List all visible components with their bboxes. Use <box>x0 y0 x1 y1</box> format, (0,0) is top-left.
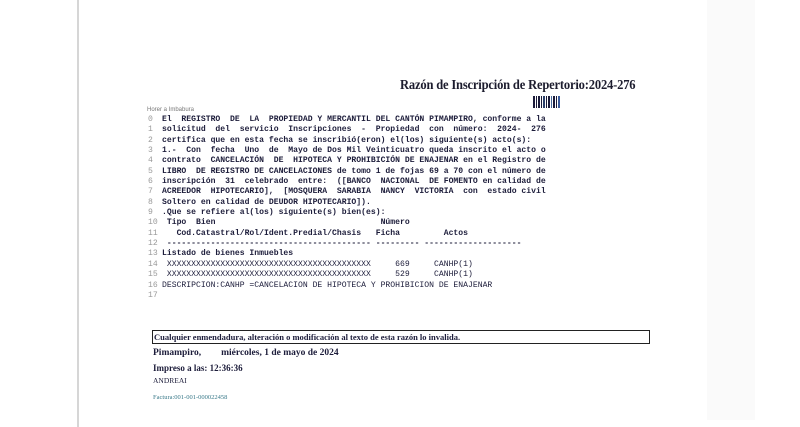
line-number: 14 <box>148 259 158 269</box>
line-number: 8 <box>148 197 153 207</box>
invoice-number: Factura:001-001-000022458 <box>153 394 228 401</box>
line-number: 3 <box>148 146 153 156</box>
invalidation-notice: Cualquier enmendadura, alteración o modificación al texto de esta razón lo invalida. <box>152 330 650 344</box>
line-number: 1 <box>148 125 153 135</box>
line-number: 11 <box>148 228 158 238</box>
line-number: 0 <box>148 115 153 124</box>
line-text: 1.- Con fecha Uno de Mayo de Dos Mil Veinticuatro queda inscrito el acto o <box>162 146 546 156</box>
line-text: El REGISTRO DE LA PROPIEDAD Y MERCANTIL DEL CANTÓN PIMAMPIRO, conforme a la <box>162 115 546 124</box>
text-line <box>148 208 546 218</box>
place: Pimampiro, <box>153 348 202 358</box>
line-text: Tipo Bien Número <box>162 218 410 228</box>
line-number: 4 <box>148 156 153 166</box>
barcode-icon <box>533 96 560 108</box>
line-number: 12 <box>148 239 158 249</box>
document-title: Razón de Inscripción de Repertorio:2024-276 <box>400 77 636 92</box>
user-name: ANDREAI <box>153 376 187 385</box>
text-line <box>148 249 546 259</box>
place-date-line <box>153 348 339 358</box>
text-line <box>148 270 546 280</box>
text-line <box>148 136 546 146</box>
text-line <box>148 146 546 156</box>
text-line <box>148 177 546 187</box>
text-line <box>148 218 546 228</box>
line-text: solicitud del servicio Inscripciones - Propiedad con número: 2024- 276 <box>162 125 546 135</box>
text-line <box>148 187 546 197</box>
line-text: Listado de bienes Inmuebles <box>162 249 294 259</box>
inscription-text-block <box>148 115 546 301</box>
line-text: Cod.Catastral/Rol/Ident.Predial/Chasis Ficha Actos <box>162 228 468 238</box>
text-line <box>148 229 546 239</box>
line-number: 6 <box>148 177 153 187</box>
line-number: 5 <box>148 166 153 176</box>
line-number: 16 <box>148 280 158 290</box>
page-right-margin <box>707 0 755 420</box>
line-number: 9 <box>148 208 153 218</box>
text-line <box>148 260 546 270</box>
text-line <box>148 115 546 125</box>
text-line <box>148 239 546 249</box>
text-line <box>148 167 546 177</box>
line-text: ACREEDOR HIPOTECARIO], [MOSQUERA SARABIA NANCY VICTORIA con estado civil <box>162 187 546 197</box>
line-text: XXXXXXXXXXXXXXXXXXXXXXXXXXXXXXXXXXXXXXXXXX 529 CANHP(1) <box>162 270 473 280</box>
source-label: Horer a Imbabura <box>147 107 195 113</box>
line-text: Soltero en calidad de DEUDOR HIPOTECARIO]). <box>162 197 371 207</box>
line-text: certifica que en esta fecha se inscribió(eron) el(los) siguiente(s) acto(s): <box>162 135 532 145</box>
text-line <box>148 156 546 166</box>
line-number: 17 <box>148 290 158 300</box>
text-line <box>148 281 546 291</box>
line-number: 7 <box>148 187 153 197</box>
line-number: 2 <box>148 135 153 145</box>
line-text: LIBRO DE REGISTRO DE CANCELACIONES de tomo 1 de fojas 69 a 70 con el número de <box>162 166 546 176</box>
line-number: 10 <box>148 218 158 228</box>
line-text: contrato CANCELACIÓN DE HIPOTECA Y PROHIBICIÓN DE ENAJENAR en el Registro de <box>162 156 546 166</box>
line-text: ------------------------------------------ --------- -------------------- <box>162 239 522 249</box>
line-number: 15 <box>148 270 158 280</box>
line-text: .Que se refiere al(los) siguiente(s) bien(es): <box>162 208 386 218</box>
line-text: XXXXXXXXXXXXXXXXXXXXXXXXXXXXXXXXXXXXXXXXXX 669 CANHP(1) <box>162 259 473 269</box>
line-number: 13 <box>148 249 158 259</box>
line-text: DESCRIPCION:CANHP =CANCELACION DE HIPOTECA Y PROHIBICION DE ENAJENAR <box>162 280 493 290</box>
issue-date: miércoles, 1 de mayo de 2024 <box>221 348 339 358</box>
printed-time: Impreso a las: 12:36:36 <box>153 363 243 373</box>
text-line <box>148 291 546 301</box>
text-line <box>148 198 546 208</box>
text-line <box>148 125 546 135</box>
line-text: inscripción 31 celebrado entre: ([BANCO NACIONAL DE FOMENTO en calidad de <box>162 177 546 187</box>
